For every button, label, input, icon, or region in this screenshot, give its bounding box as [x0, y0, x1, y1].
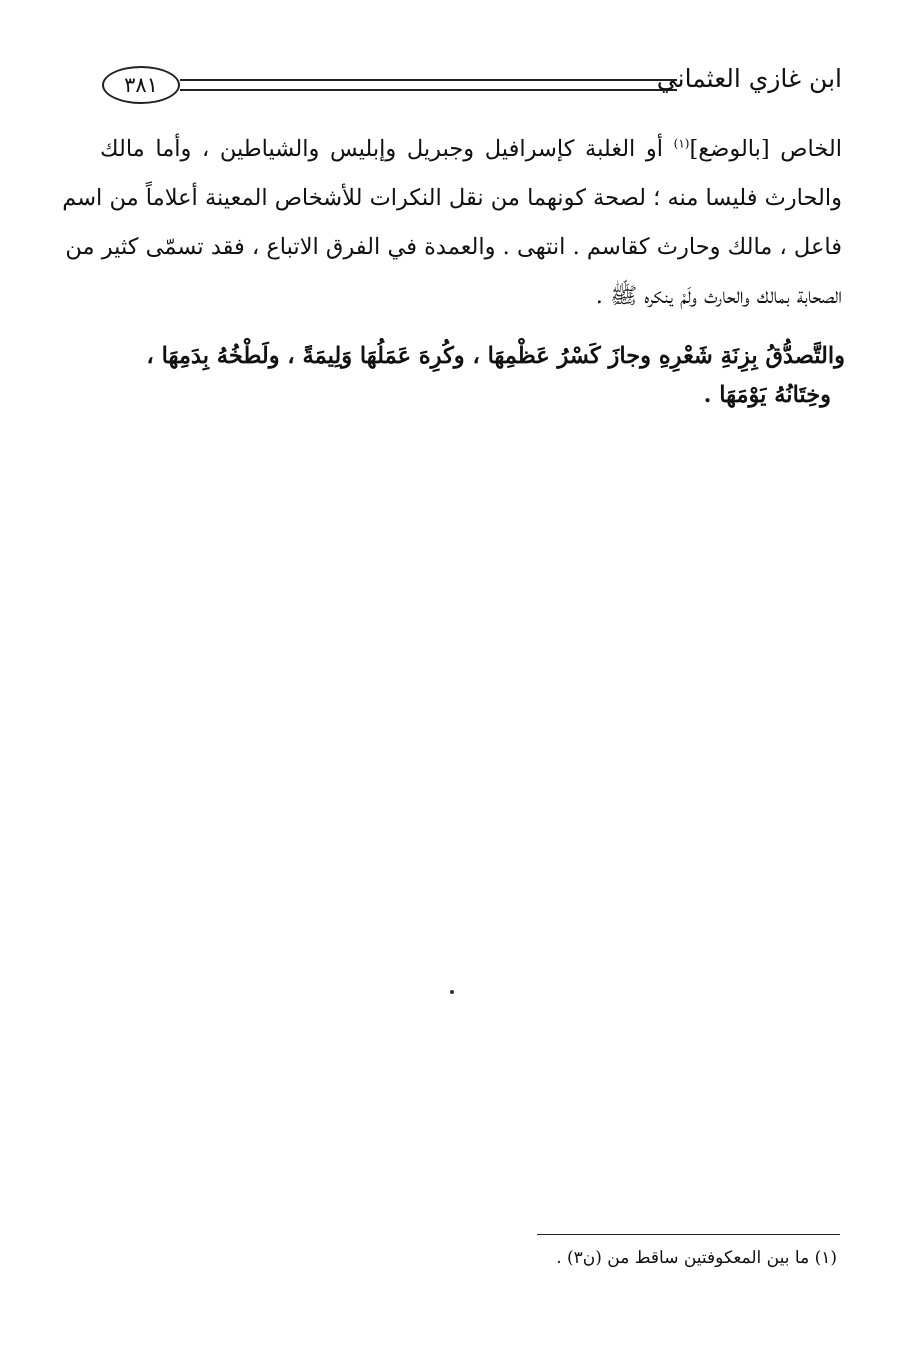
matn-line-2: وخِتَانُهُ يَوْمَهَا . — [703, 382, 831, 408]
footnote-separator — [537, 1234, 840, 1235]
commentary-paragraph — [62, 125, 842, 321]
commentary-line-1 — [100, 125, 842, 174]
page-header — [102, 62, 842, 110]
commentary-line-4: الصحابة بمالك والحارث ولَمْ ينكره ﷺ . — [595, 283, 842, 309]
page-number: ٣٨١ — [102, 66, 180, 104]
commentary-line-1-end: أو الغلبة كإسرافيل وجبريل وإبليس والشياطين ، وأما مالك — [100, 136, 674, 162]
running-title: ابن غازي العثماني — [656, 64, 842, 93]
matn-text — [80, 337, 845, 415]
header-rule — [180, 79, 677, 91]
footnote-reference[interactable]: (١) — [673, 136, 690, 151]
commentary-line-2: والحارث فليسا منه ؛ لصحة كونهما من نقل النكرات للأشخاص المعينة أعلاماً من اسم — [62, 185, 842, 211]
footnote: (١) ما بين المعكوفتين ساقط من (ن٣) . — [556, 1248, 837, 1268]
commentary-line-1-start: الخاص [بالوضع] — [689, 136, 842, 162]
scan-speck — [450, 990, 454, 994]
matn-line-1: والتَّصدُّقُ بِزِنَةِ شَعْرِهِ وجازَ كَسْرُ عَظْمِهَا ، وكُرِهَ عَمَلُهَا وَلِيمَةً ، ولَطْخُهُ بِدَمِهَا ، — [146, 343, 845, 369]
commentary-line-3: فاعل ، مالك وحارث كقاسم . انتهى . والعمدة في الفرق الاتباع ، فقد تسمّى كثير من — [65, 234, 842, 260]
